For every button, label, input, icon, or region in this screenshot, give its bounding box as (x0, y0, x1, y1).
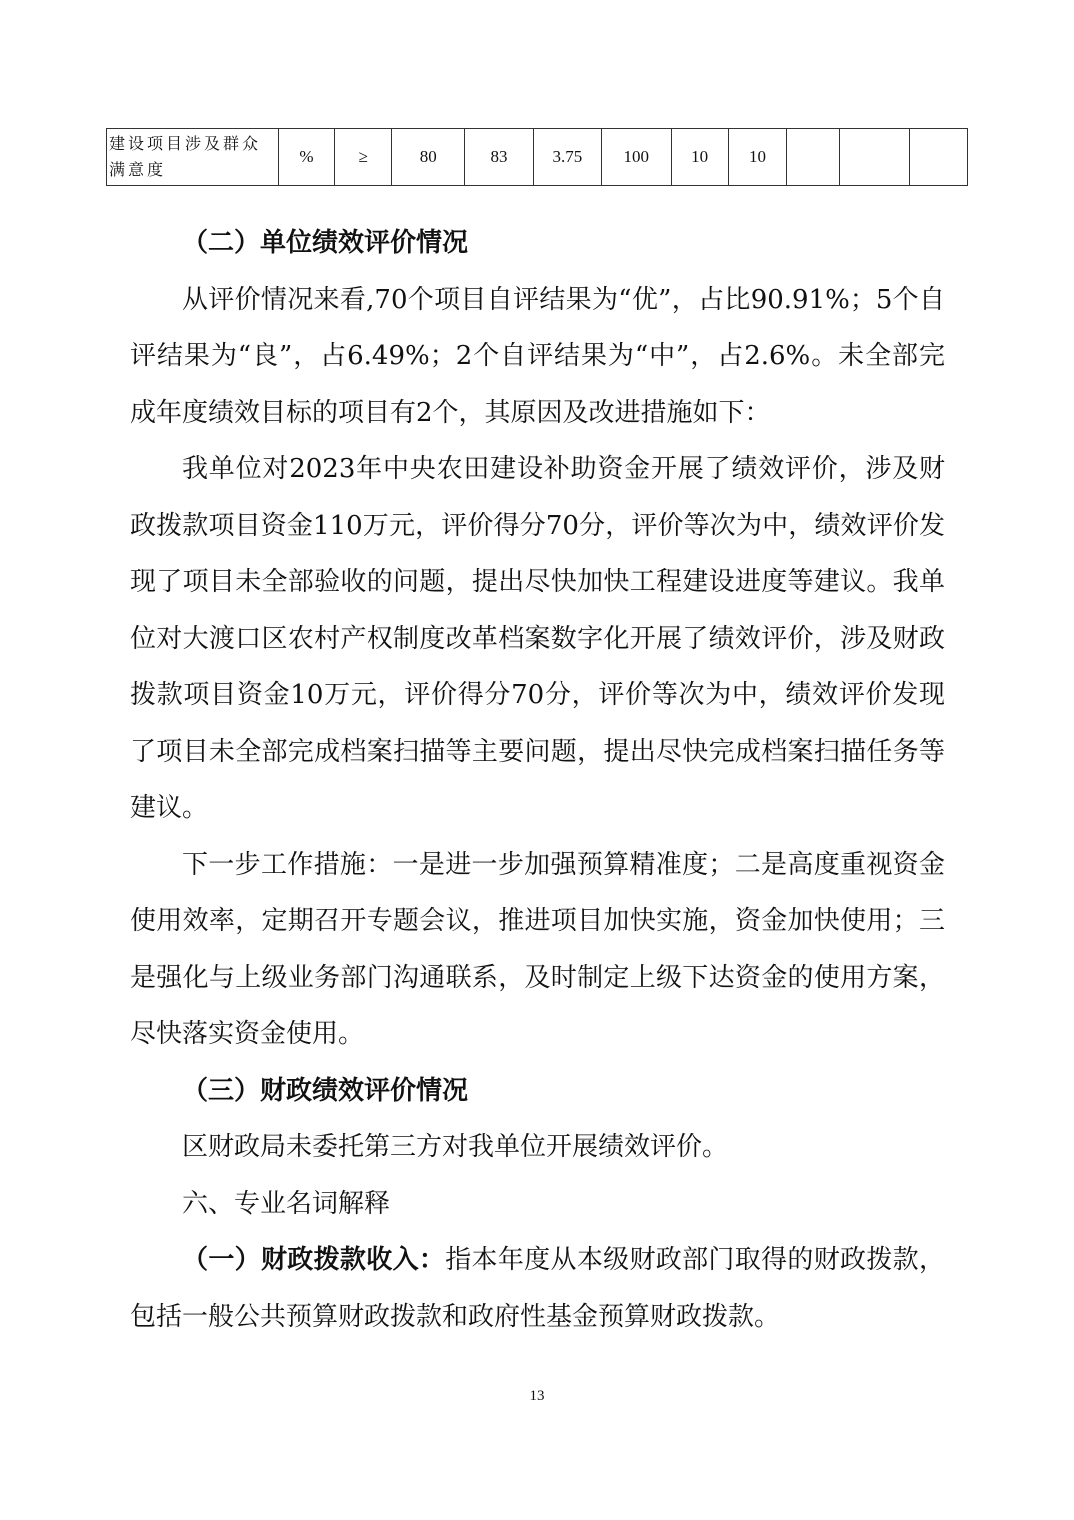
table-cell (910, 129, 968, 186)
table-cell: ≥ (335, 129, 392, 186)
performance-table (106, 128, 968, 186)
table-cell: 10 (671, 129, 728, 186)
table-cell: 100 (601, 129, 671, 186)
table-cell (787, 129, 840, 186)
table-cell: 10 (728, 129, 787, 186)
term-label: （一）财政拨款收入： (182, 1245, 446, 1275)
paragraph: 下一步工作措施：一是进一步加强预算精准度；二是高度重视资金使用效率，定期召开专题会议，推进项目加快实施，资金加快使用；三是强化与上级业务部门沟通联系，及时制定上级下达资金的使用方案，尽快落实资金使用。 (130, 849, 945, 1049)
section-heading: （二）单位绩效评价情况 (182, 228, 469, 258)
table-row (107, 129, 968, 186)
table-cell: 3.75 (533, 129, 601, 186)
section-heading: （三）财政绩效评价情况 (182, 1075, 469, 1106)
page-number: 13 (529, 1388, 545, 1404)
section-heading: 六、专业名词解释 (182, 1188, 391, 1219)
table-cell (840, 129, 910, 186)
table-cell: 建设项目涉及群众满意度 (107, 129, 279, 186)
document-body (130, 215, 945, 1345)
paragraph: 我单位对2023年中央农田建设补助资金开展了绩效评价，涉及财政拨款项目资金110万元，评价得分70分，评价等次为中，绩效评价发现了项目未全部验收的问题，提出尽快加快工程建设进度等建议。我单位对大渡口区农村产权制度改革档案数字化开展了绩效评价，涉及财政拨款项目资金10万元，评价得分70分，评价等次为中，绩效评价发现了项目未全部完成档案扫描等主要问题，提出尽快完成档案扫描任务等建议。 (130, 454, 945, 823)
paragraph: 从评价情况来看,70个项目自评结果为“优”，占比90.91%；5个自评结果为“良”，占6.49%；2个自评结果为“中”，占2.6%。未全部完成年度绩效目标的项目有2个，其原因及改进措施如下： (130, 284, 945, 428)
table-cell: 80 (392, 129, 465, 186)
paragraph: 区财政局未委托第三方对我单位开展绩效评价。 (182, 1132, 729, 1162)
table-cell: % (278, 129, 335, 186)
table-cell: 83 (465, 129, 534, 186)
term-paragraph (130, 1232, 945, 1345)
term-text: 指本年度从本级财政部门取得的财政拨款，包括一般公共预算财政拨款和政府性基金预算财政拨款。 (130, 1245, 945, 1332)
